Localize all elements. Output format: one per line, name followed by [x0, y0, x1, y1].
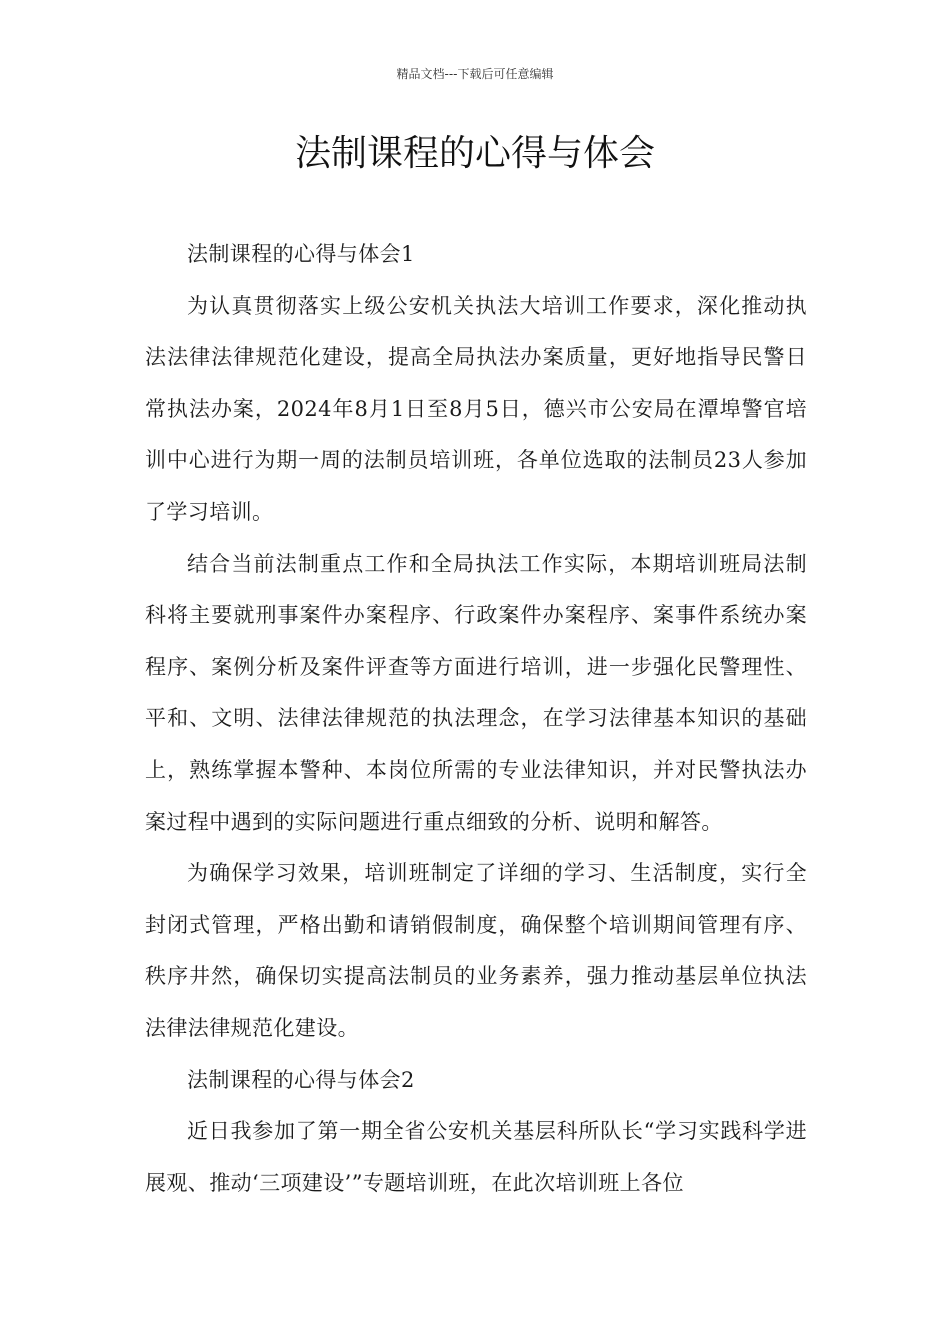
paragraph-3: 为确保学习效果，培训班制定了详细的学习、生活制度，实行全封闭式管理，严格出勤和请销假制度，确保整个培训期间管理有序、秩序井然，确保切实提高法制员的业务素养，强力推动基层单位执法法律法律规范化建设。 [145, 861, 807, 1040]
paragraph-4: 近日我参加了第一期全省公安机关基层科所队长“学习实践科学进展观、推动‘三项建设’”专题培训班，在此次培训班上各位 [145, 1119, 807, 1195]
header-note: 精品文档---下载后可任意编辑 [396, 67, 554, 81]
document-body [145, 229, 807, 1209]
section-heading-1: 法制课程的心得与体会1 [187, 242, 415, 266]
document-title: 法制课程的心得与体会 [294, 133, 655, 174]
paragraph-2: 结合当前法制重点工作和全局执法工作实际，本期培训班局法制科将主要就刑事案件办案程序、行政案件办案程序、案事件系统办案程序、案例分析及案件评查等方面进行培训，进一步强化民警理性、平和、文明、法律法律规范的执法理念，在学习法律基本知识的基础上，熟练掌握本警种、本岗位所需的专业法律知识，并对民警执法办案过程中遇到的实际问题进行重点细致的分析、说明和解答。 [145, 551, 807, 834]
section-heading-2: 法制课程的心得与体会2 [187, 1067, 415, 1092]
paragraph-1: 为认真贯彻落实上级公安机关执法大培训工作要求，深化推动执法法律法律规范化建设，提高全局执法办案质量，更好地指导民警日常执法办案，2024年8月1日至8月5日，德兴市公安局在潭埠警官培训中心进行为期一周的法制员培训班，各单位选取的法制员23人参加了学习培训。 [145, 293, 807, 524]
